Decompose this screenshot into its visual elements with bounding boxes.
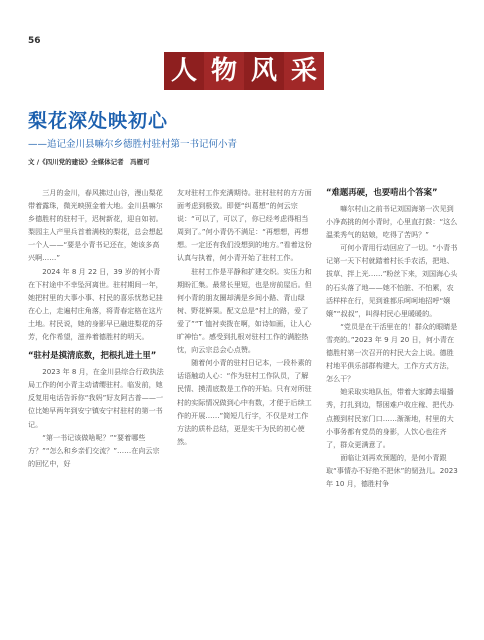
page-number: 56 bbox=[28, 36, 41, 46]
text-column-1 bbox=[28, 186, 164, 470]
paragraph: 三月的金川，春风拂过山谷，漫山梨花带着露珠，微光映照金着大地。金川县嘛尔乡德胜村的驻村干，迟树新花，迎自如初。梨园主人产里兵首着满枝的梨花，总会想起一个人——“要是小青书记还在，她该多高兴啊……” bbox=[28, 188, 163, 263]
paragraph: 面临让刘再欢预题的，是何小青跟取“事情办不好绝不把休”的韧劲儿。2023 年 10 月，德胜村争 bbox=[326, 452, 458, 488]
paragraph: 可何小青用行动回应了一切。“小青书记第一天下村就踏着村长手农活，把地、拔草、拌上光……”粉丝下来，刘国海心头的石头落了地——她不怕脏、不怕累，农活样样在行，见到谁都乐呵呵地招呼“嬢嬢”“叔叔”，叫得村民心里暖暖的。 bbox=[326, 243, 458, 318]
section-banner bbox=[164, 52, 324, 90]
article-subtitle: ——追记金川县嘛尔乡德胜村驻村第一书记何小青 bbox=[28, 139, 238, 150]
text-column-3 bbox=[326, 186, 458, 490]
paragraph: 2024 年 8 月 22 日，39 岁的何小青在下村途中不幸坠河离世。驻村期间一年，她把村里的大事小事、村民的喜乐忧愁记挂在心上，走遍村庄角落，将青春定格在这片土地。村民说，她的身影早已融进梨花的芬芳，化作希望，滋养着德胜村的明天。 bbox=[28, 266, 163, 342]
paragraph: “第一书记该做啥呢？”“要着哪些方？”“怎么和乡亲们交流？”……在向云宗的回忆中，好 bbox=[28, 432, 160, 468]
section-banner-char: 物 bbox=[204, 52, 244, 90]
article-byline: 文 /《四川党的建设》全媒体记者 冯雁可 bbox=[28, 158, 150, 166]
paragraph: 2023 年 8 月，在金川县综合行政执法局工作的何小青主动请缨驻村。临发前，她反复用电话告诉你“我妈”好友阿古普——一位比她早两年到安宁镇安宁村驻村的第一书记。 bbox=[28, 367, 164, 429]
section-banner-char: 风 bbox=[244, 52, 284, 90]
section-banner-char: 人 bbox=[164, 52, 204, 90]
paragraph: 友对驻村工作充满期待。驻村驻村的方方面面考虑到极致。即便“纠葛想”的何云宗说：“可以了，可以了，你已经考虑得相当周到了。”何小青仍不满足：“再想想，再想想。一定还有我们没想到的地方。”看着这份认真与执着，何小青开始了驻村工作。 bbox=[177, 188, 312, 263]
section-banner-char: 采 bbox=[284, 52, 324, 90]
paragraph: “党员是在干活里在的！群众的眼睛是雪亮的。”2023 年 9 月 20 日，何小青在德胜村第一次召开的村民大会上说。德胜村地平俱乐部群构建大，工作方式方法，怎么干？ bbox=[326, 321, 458, 384]
paragraph: 她采取实地队伍，带着大家蹲去塌播秀，打扎到边，帮困难户收庄稼、把代办点搬到村民家门口……渐渐地，村里的大小事务都有党员的身影，人饮心也往齐了，群众更满意了。 bbox=[326, 387, 454, 449]
paragraph: 随着何小青的驻村日记本，一段朴素的话语触动人心：“作为驻村工作队员，了解民情、摸清底数是工作的开始。只有对所驻村的实际情况做到心中有数，才便于后续工作的开展……”简短几行字，不仅是对工作方法的质朴总结，更是实干为民的初心使然。 bbox=[177, 358, 312, 446]
article-title: 梨花深处映初心 bbox=[28, 110, 169, 132]
section-heading: “难题再硬，也要啃出个答案” bbox=[326, 187, 438, 197]
paragraph: 嘛尔村山之前书记刘国海第一次见到小净高挑的何小青时，心里直打鼓：“这么温柔秀气的姑娘，吃得了苦吗？” bbox=[326, 204, 458, 240]
section-heading: “驻村是摸清底数，把根扎进土里” bbox=[28, 350, 157, 361]
paragraph: 驻村工作是平静和扩建交织。实压力和期盼汇集。最常长里短，也是房前屋后。但何小青的朋友圈却满是乡间小路、青山绿树、野花鲜果。配文总是“村上的路，爱了爱了”“T 恤衬卖拨在啊，如诗如画，让人心旷神怡”。感受到扎根对驻村工作的满腔热忱，向云宗总会心点赞。 bbox=[177, 266, 312, 355]
text-column-2 bbox=[177, 186, 313, 448]
